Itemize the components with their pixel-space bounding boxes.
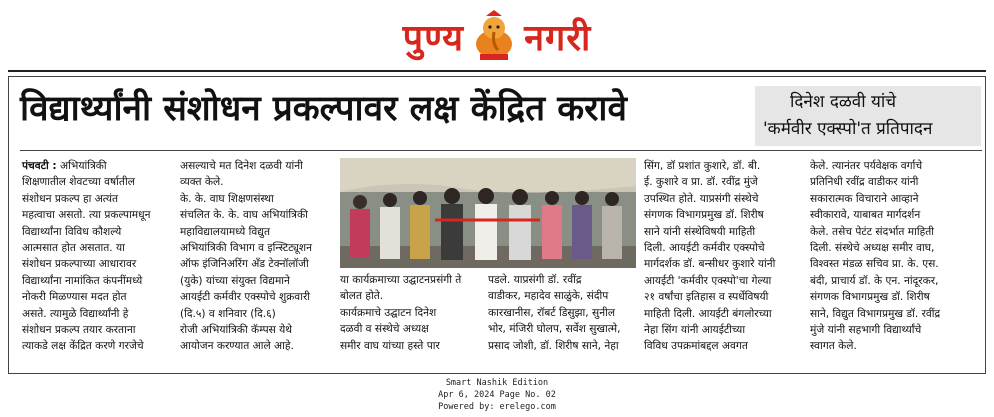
dateline: पंचवटी : bbox=[22, 160, 57, 172]
event-photo bbox=[340, 158, 636, 268]
masthead-right-word: नगरी bbox=[524, 17, 592, 59]
ganesha-emblem-icon bbox=[470, 10, 518, 62]
masthead-rule bbox=[8, 70, 986, 72]
article-column-3: या कार्यक्रमाच्या उद्घाटनप्रसंगी ते बोलत होते. कार्यक्रमाचे उद्घाटन दिनेश दळवी व संस्थेचे अध्यक्ष समीर वाघ यांच्या हस्ते पार bbox=[340, 274, 462, 352]
footer-powered-link[interactable]: Powered by: erelego.com bbox=[438, 402, 556, 412]
headline-divider bbox=[20, 150, 982, 151]
article-column-1 bbox=[22, 158, 172, 355]
subhead-line-2: 'कर्मवीर एक्स्पो'त प्रतिपादन bbox=[763, 119, 933, 139]
masthead-left-word: पुण्य bbox=[402, 17, 465, 59]
article-column-2: असल्याचे मत दिनेश दळवी यांनी व्यक्त केले. के. के. वाघ शिक्षणसंस्था संचलित के. के. वाघ अभियांत्रिकी महाविद्यालयामध्ये विद्युत अभियांत्रिकी विभाग व इन्स्टिट्यूशन ऑफ इंजिनिअरिंग अँड टेक्नॉलॉजी (युके) यांच्या संयुक्त विद्यमाने आयईटी कर्मवीर एक्स्पोचे शुक्रवारी (दि.५) व शनिवार (दि.६) रोजी अभियांत्रिकी कॅम्पस येथे आयोजन करण्यात आले आहे. bbox=[180, 160, 312, 353]
masthead bbox=[0, 6, 994, 66]
people-silhouettes bbox=[350, 188, 622, 260]
footer-edition: Smart Nashik Edition bbox=[445, 378, 549, 388]
article-column-6: केले. त्यानंतर पर्यवेक्षक वर्गाचे प्रतिनिधी रवींद्र वाडीकर यांनी सकारात्मक विचाराने आव्हाने स्वीकारावे, याबाबत मार्गदर्शन केले. तसेच पेटंट संदर्भात माहिती दिली. संस्थेचे अध्यक्ष समीर वाघ, विश्वस्त मंडळ सचिव प्रा. के. एस. बंदी, प्राचार्य डॉ. के एन. नांदूरकर, संगणक विभागप्रमुख डॉ. शिरीष साने, विद्युत विभागप्रमुख डॉ. रवींद्र मुंजे यांनी सहभागी विद्यार्थ्यांचे स्वागत केले. bbox=[810, 160, 941, 353]
subhead-line-1: दिनेश दळवी यांचे bbox=[790, 92, 897, 112]
footer-date-page: Apr 6, 2024 Page No. 02 bbox=[438, 390, 556, 400]
article-column-4: पडले. याप्रसंगी डॉ. रवींद्र वाडीकर, महादेव साळुंके, संदीप कारखानीस, रॉबर्ट डिसुझा, सुनील भोर, मंजिरी घोलप, सर्वेश सुखात्मे, प्रसाद जोशी, डॉ. शिरीष साने, नेहा bbox=[488, 274, 621, 352]
column-1-text: अभियांत्रिकी शिक्षणातील शेवटच्या वर्षातील संशोधन प्रकल्प हा अत्यंत महत्वाचा असतो. त्या प्रकल्पामधून विद्यार्थ्यांना विविध कौशल्ये आत्मसात होत असतात. या संशोधन प्रकल्पाच्या आधारावर विद्यार्थ्यांना नामांकित कंपनींमध्ये नोकरी मिळण्यास मदत होत असते. त्यामुळे विद्यार्थ्यांनी हे संशोधन प्रकल्प तयार करताना त्याकडे लक्ष केंद्रित करणे गरजेचे bbox=[22, 160, 151, 353]
article-column-5: सिंग, डॉ प्रशांत कुशारे, डॉ. बी. ई. कुशारे व प्रा. डॉ. रवींद्र मुंजे उपस्थित होते. याप्रसंगी संस्थेचे संगणक विभागप्रमुख डॉ. शिरीष साने यांनी संस्थेविषयी माहिती दिली. आयईटी कर्मवीर एक्स्पोचे मार्गदर्शक डॉ. बन्सीधर कुशारे यांनी आयईटी 'कर्मवीर एक्स्पो'चा गेल्या २१ वर्षांचा इतिहास व स्पर्धेविषयी माहिती दिली. आयईटी बंगलोरच्या नेहा सिंग यांनी आयईटीच्या विविध उपक्रमांबद्दल अवगत bbox=[644, 160, 776, 353]
article-headline: विद्यार्थ्यांनी संशोधन प्रकल्पावर लक्ष केंद्रित करावे bbox=[20, 89, 627, 129]
